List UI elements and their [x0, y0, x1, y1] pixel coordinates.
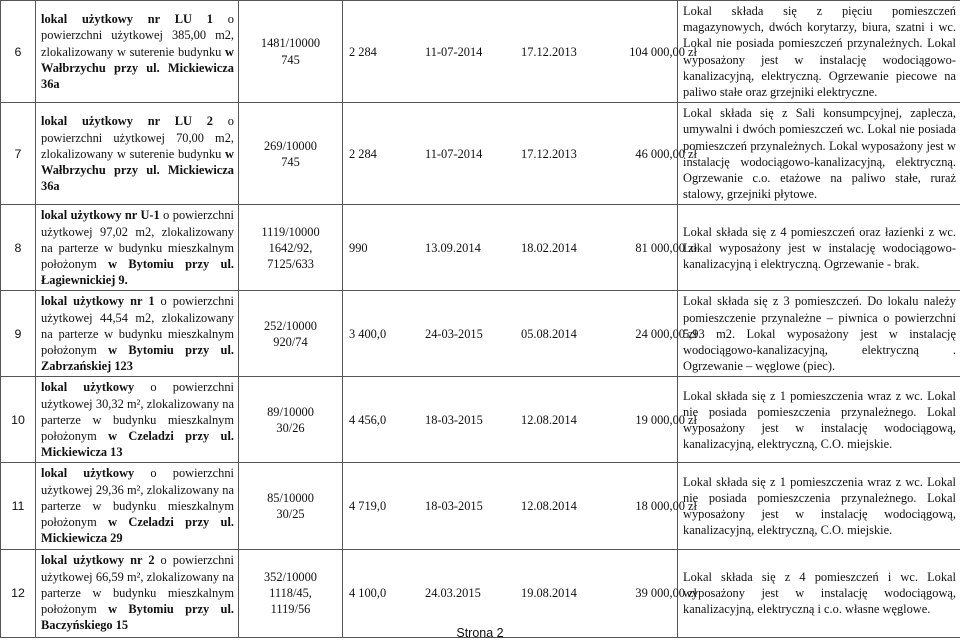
share-line: 1481/10000 [239, 35, 342, 51]
table-row [1, 463, 960, 549]
property-description [36, 291, 239, 377]
property-info: Lokal składa się z Sali konsumpcyjnej, zaplecza, umywalni i dwóch pomieszczeń wc. Lokal nie posiada pomieszczeń przynależnych. Lokal wyposażony jest w instalację wodociągowo-kanalizacyjną, elektryczną. Ogrzewanie c.o. etażowe na paliwo stałe, ruraż stalowy, grzejniki płytowe. [678, 103, 960, 205]
description-bold-text: w Czeladzi przy ul. Mickiewicza 13 [41, 429, 234, 459]
ownership-share [239, 549, 343, 637]
date-first: 13.09.2014 [425, 240, 521, 256]
ownership-share [239, 463, 343, 549]
property-info: Lokal składa się z 4 pomieszczeń i wc. Lokal wyposażony jest w instalację wodociągową, kanalizacyjną, elektryczną i c.o. własne węglowe. [678, 549, 960, 637]
share-line: 269/10000 [239, 138, 342, 154]
share-line: 745 [239, 52, 342, 68]
description-text: o powierzchni użytkowej 70,00 m2, zlokalizowany w suterenie budynku [41, 114, 234, 160]
share-line: 745 [239, 154, 342, 170]
price-value: 3 400,0 [349, 326, 425, 342]
table-row [1, 103, 960, 205]
property-description [36, 377, 239, 463]
amount-value: 46 000,00 zł [603, 146, 697, 162]
table-row [1, 377, 960, 463]
date-second: 17.12.2013 [521, 44, 603, 60]
property-description [36, 549, 239, 637]
transaction-details [343, 463, 678, 549]
description-bold-text: lokal użytkowy nr U-1 [41, 208, 160, 222]
page-footer: Strona 2 [0, 626, 960, 640]
price-value: 990 [349, 240, 425, 256]
transaction-details [343, 103, 678, 205]
share-line: 30/25 [239, 506, 342, 522]
description-bold-text: w Bytomiu przy ul. Łagiewnickiej 9. [41, 257, 234, 287]
description-bold-text: w Wałbrzychu przy ul. Mickiewicza 36a [41, 45, 234, 91]
date-first: 11-07-2014 [425, 44, 521, 60]
transaction-details [343, 205, 678, 291]
row-number: 9 [1, 291, 36, 377]
share-line: 30/26 [239, 420, 342, 436]
date-first: 18-03-2015 [425, 498, 521, 514]
description-bold-text: lokal użytkowy nr LU 1 [41, 12, 213, 26]
share-line: 1119/56 [239, 601, 342, 617]
table-row [1, 205, 960, 291]
description-text: o powierzchni użytkowej 385,00 m2, zlokalizowany w suterenie budynku [41, 12, 234, 58]
date-second: 05.08.2014 [521, 326, 603, 342]
description-bold-text: w Czeladzi przy ul. Mickiewicza 29 [41, 515, 234, 545]
date-second: 19.08.2014 [521, 585, 603, 601]
ownership-share [239, 377, 343, 463]
date-first: 24-03-2015 [425, 326, 521, 342]
date-second: 17.12.2013 [521, 146, 603, 162]
ownership-share [239, 291, 343, 377]
share-line: 252/10000 [239, 318, 342, 334]
price-value: 2 284 [349, 146, 425, 162]
property-description [36, 1, 239, 103]
property-info: Lokal składa się z pięciu pomieszczeń magazynowych, dwóch korytarzy, biura, szatni i wc. Lokal nie posiada pomieszczeń przynależnych. Lokal wyposażony jest w instalację wodociągowo-kanalizacyjną, elektryczną. Ogrzewanie piecowe na paliwo stałe oraz grzejniki elektryczne. [678, 1, 960, 103]
price-value: 4 719,0 [349, 498, 425, 514]
description-text: o powierzchni użytkowej 30,32 m², zlokalizowany na parterze w budynku mieszkalnym położonym [41, 380, 234, 443]
date-first: 18-03-2015 [425, 412, 521, 428]
table-row [1, 291, 960, 377]
description-bold-text: lokal użytkowy nr 2 [41, 553, 155, 567]
share-line: 7125/633 [239, 256, 342, 272]
row-number: 8 [1, 205, 36, 291]
property-description [36, 463, 239, 549]
property-description [36, 205, 239, 291]
ownership-share [239, 1, 343, 103]
row-number: 7 [1, 103, 36, 205]
share-line: 352/10000 [239, 569, 342, 585]
description-bold-text: lokal użytkowy nr 1 [41, 294, 155, 308]
price-value: 4 100,0 [349, 585, 425, 601]
price-value: 4 456,0 [349, 412, 425, 428]
ownership-share [239, 103, 343, 205]
amount-value: 18 000,00 zł [603, 498, 697, 514]
share-line: 1118/45, [239, 585, 342, 601]
amount-value: 24 000,00 zł [603, 326, 697, 342]
date-second: 12.08.2014 [521, 412, 603, 428]
description-bold-text: w Wałbrzychu przy ul. Mickiewicza 36a [41, 147, 234, 193]
property-info: Lokal składa się z 3 pomieszczeń. Do lokalu należy pomieszczenie przynależne – piwnica o powierzchni 5,93 m2. Lokal wyposażony jest w instalację wodociągowo-kanalizacyjną, elektryczną . Ogrzewanie – węglowe (piec). [678, 291, 960, 377]
description-bold-text: w Bytomiu przy ul. Zabrzańskiej 123 [41, 343, 234, 373]
description-bold-text: lokal użytkowy nr LU 2 [41, 114, 213, 128]
share-line: 1119/10000 [239, 224, 342, 240]
description-bold-text: lokal użytkowy [41, 466, 134, 480]
table-row [1, 1, 960, 103]
description-bold-text: w Bytomiu przy ul. Baczyńskiego 15 [41, 602, 234, 632]
description-text: o powierzchni użytkowej 97,02 m2, zlokalizowany na parterze w budynku mieszkalnym położonym [41, 208, 234, 271]
date-second: 12.08.2014 [521, 498, 603, 514]
property-info: Lokal składa się z 4 pomieszczeń oraz łazienki z wc. Lokal wyposażony jest w instalację wodociągowo-kanalizacyjną i elektryczną. Ogrzewanie - brak. [678, 205, 960, 291]
ownership-share [239, 205, 343, 291]
row-number: 12 [1, 549, 36, 637]
share-line: 1642/92, [239, 240, 342, 256]
description-text: o powierzchni użytkowej 29,36 m², zlokalizowany na parterze w budynku mieszkalnym położonym [41, 466, 234, 529]
row-number: 11 [1, 463, 36, 549]
transaction-details [343, 377, 678, 463]
amount-value: 104 000,00 zł [603, 44, 697, 60]
description-text: o powierzchni użytkowej 44,54 m2, zlokalizowany na parterze w budynku mieszkalnym położonym [41, 294, 234, 357]
date-second: 18.02.2014 [521, 240, 603, 256]
share-line: 85/10000 [239, 490, 342, 506]
property-description [36, 103, 239, 205]
description-bold-text: lokal użytkowy [41, 380, 134, 394]
share-line: 89/10000 [239, 404, 342, 420]
transaction-details [343, 1, 678, 103]
share-line: 920/74 [239, 334, 342, 350]
price-value: 2 284 [349, 44, 425, 60]
property-info: Lokal składa się z 1 pomieszczenia wraz z wc. Lokal nie posiada pomieszczenia przynależnego. Lokal wyposażony jest w instalację wodociągową, kanalizacyjną, elektryczną, C.O. miejskie. [678, 463, 960, 549]
table-row [1, 549, 960, 637]
transaction-details [343, 291, 678, 377]
row-number: 6 [1, 1, 36, 103]
date-first: 24.03.2015 [425, 585, 521, 601]
amount-value: 39 000,00 zł [603, 585, 697, 601]
description-text: o powierzchni użytkowej 66,59 m², zlokalizowany na parterze w budynku mieszkalnym położonym [41, 553, 234, 616]
date-first: 11-07-2014 [425, 146, 521, 162]
amount-value: 81 000,00 zł [603, 240, 697, 256]
transaction-details [343, 549, 678, 637]
property-info: Lokal składa się z 1 pomieszczenia wraz z wc. Lokal nie posiada pomieszczenia przynależnego. Lokal wyposażony jest w instalację wodociągową, kanalizacyjną, elektryczną, C.O. miejskie. [678, 377, 960, 463]
amount-value: 19 000,00 zł [603, 412, 697, 428]
row-number: 10 [1, 377, 36, 463]
